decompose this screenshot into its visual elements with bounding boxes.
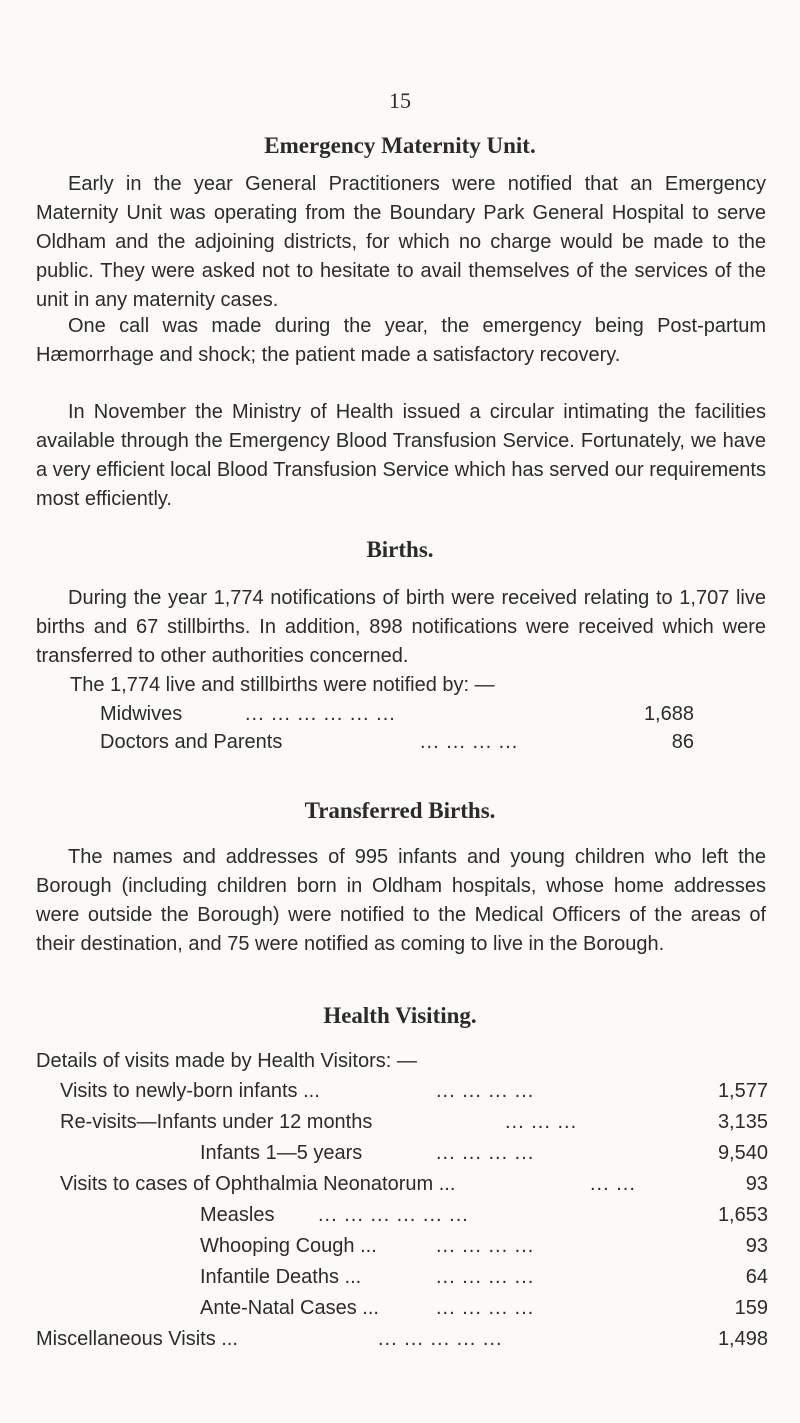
row-label: Infants 1—5 years — [200, 1142, 363, 1164]
row-label: Miscellaneous Visits ... — [36, 1328, 238, 1350]
row-label: Visits to newly-born infants ... — [60, 1080, 320, 1102]
row-label: Midwives — [100, 703, 183, 725]
health-visiting-intro: Details of visits made by Health Visitors: — — [36, 1050, 417, 1072]
heading-births: Births. — [366, 537, 434, 562]
leader-dots: ... ... ... ... — [436, 1266, 535, 1288]
row-label: Doctors and Parents — [100, 731, 283, 753]
leader-dots: ... ... ... ... ... — [378, 1328, 503, 1350]
row-value: 3,135 — [717, 1111, 768, 1133]
row-value: 159 — [734, 1297, 768, 1319]
row-value: 9,540 — [717, 1142, 768, 1164]
row-label: Whooping Cough ... — [200, 1235, 377, 1257]
leader-dots: ... ... ... ... — [436, 1142, 535, 1164]
leader-dots: ... ... ... ... — [436, 1235, 535, 1257]
heading-transferred-births: Transferred Births. — [304, 798, 496, 823]
row-label: Measles — [200, 1204, 275, 1226]
row-value: 64 — [745, 1266, 768, 1288]
births-intro: The 1,774 live and stillbirths were notified by: — — [70, 674, 495, 696]
row-value: 1,688 — [643, 703, 694, 725]
row-value: 1,577 — [717, 1080, 768, 1102]
paragraph-births-notifications: During the year 1,774 notifications of birth were received relating to 1,707 live births and 67 stillbirths. In addition, 898 notifications were received which were transferred to other authorities concerned. — [36, 587, 766, 667]
row-label: Visits to cases of Ophthalmia Neonatorum ... — [60, 1173, 456, 1195]
leader-dots: ... ... — [590, 1173, 636, 1195]
row-value: 1,653 — [717, 1204, 768, 1226]
paragraph-emu-call: One call was made during the year, the emergency being Post-partum Hæmorrhage and shock; the patient made a satisfactory recovery. — [36, 315, 766, 366]
heading-emergency-maternity-unit: Emergency Maternity Unit. — [264, 133, 536, 158]
row-label: Ante-Natal Cases ... — [200, 1297, 379, 1319]
row-value: 86 — [671, 731, 694, 753]
paragraph-emu-notification: Early in the year General Practitioners were notified that an Emergency Maternity Unit was operating from the Boundary Park General Hospital to serve Oldham and the adjoining districts, for which no charge would be made to the public. They were asked not to hesitate to avail themselves of the services of the unit in any maternity cases. — [36, 173, 766, 311]
paragraph-emu-blood-transfusion: In November the Ministry of Health issued a circular intimating the facilities available through the Emergency Blood Transfusion Service. Fortunately, we have a very efficient local Blood Transfusion Service which has served our requirements most efficiently. — [36, 401, 766, 510]
leader-dots: ... ... ... — [505, 1111, 578, 1133]
leader-dots: ... ... ... ... ... ... — [245, 703, 396, 725]
page-number: 15 — [389, 88, 411, 113]
row-value: 93 — [745, 1235, 768, 1257]
leader-dots: ... ... ... ... — [436, 1297, 535, 1319]
paragraph-transferred-births: The names and addresses of 995 infants and young children who left the Borough (including children born in Oldham hospitals, whose home addresses were outside the Borough) were notified to the Medical Officers of the areas of their destination, and 75 were notified as coming to live in the Borough. — [36, 846, 766, 955]
row-label: Infantile Deaths ... — [200, 1266, 362, 1288]
row-value: 93 — [745, 1173, 768, 1195]
row-value: 1,498 — [717, 1328, 768, 1350]
leader-dots: ... ... ... ... — [436, 1080, 535, 1102]
row-label: Re-visits—Infants under 12 months — [60, 1111, 373, 1133]
heading-health-visiting: Health Visiting. — [323, 1003, 477, 1028]
leader-dots: ... ... ... ... — [420, 731, 519, 753]
leader-dots: ... ... ... ... ... ... — [318, 1204, 469, 1226]
